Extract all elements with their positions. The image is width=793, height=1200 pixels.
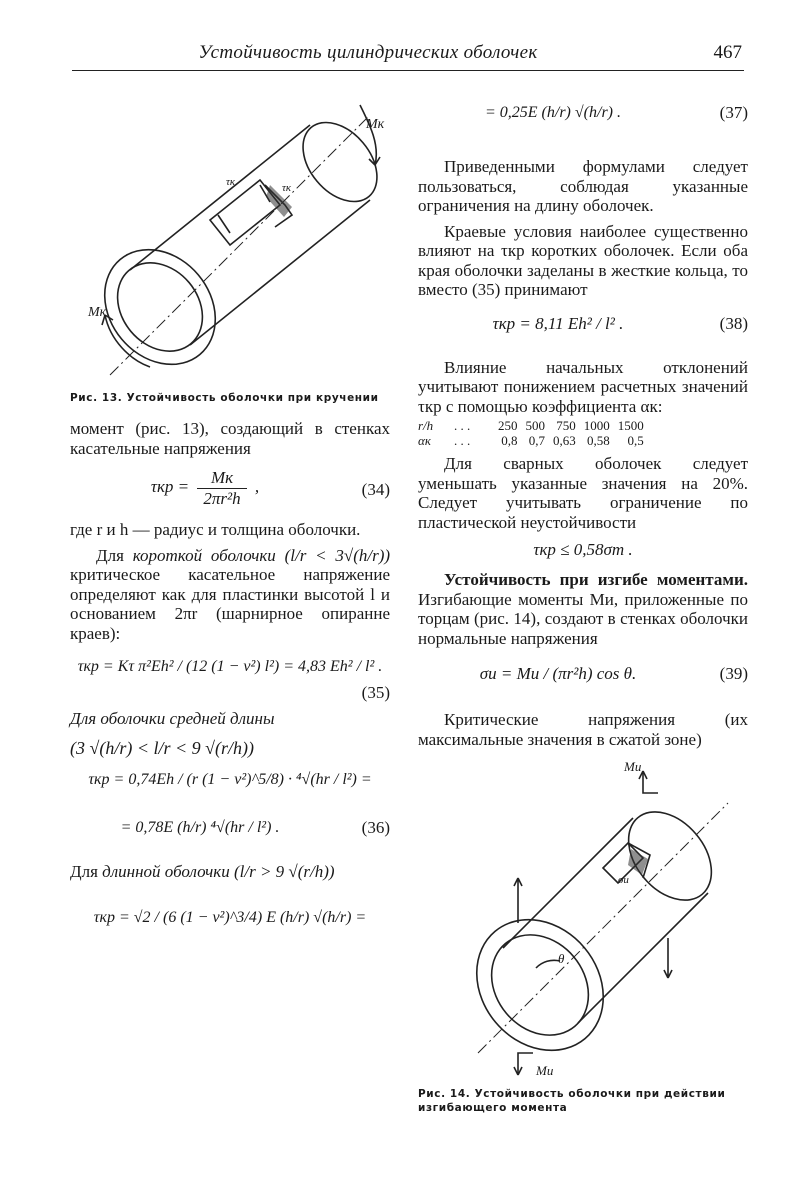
formula-34-den: 2πr²h — [203, 488, 241, 508]
formula-39-number: (39) — [719, 664, 748, 683]
table-cell: 0,5 — [627, 433, 644, 448]
formula-34-tail: , — [254, 476, 260, 496]
formula-35-number: (35) — [361, 683, 390, 702]
table-cell: 0,58 — [587, 433, 610, 448]
fig13-label-torque-top: Mк — [366, 117, 385, 132]
formula-34 — [70, 458, 390, 508]
formula-35-expr: τкр = Kτ π²Eh² / (12 (1 − ν²) l²) = 4,83 Eh² / l² . — [77, 658, 383, 675]
table-row1-label: r/h — [418, 418, 434, 433]
formula-38-number: (38) — [719, 313, 748, 333]
table-row2-label: αк — [418, 433, 431, 448]
table-cell: 0,7 — [528, 433, 545, 448]
right-paragraph-2: Краевые условия наиболее существенно влияют на τкр коротких оболочек. Если оба края оболочки заделаны в жесткие кольца, то вместо (35) принимают — [418, 221, 748, 299]
right-paragraph-5 — [418, 570, 748, 648]
fig14-label-sigma: σи — [618, 874, 629, 886]
fig13-label-tau-left: τк — [226, 176, 236, 188]
p3-lead: Для — [96, 545, 124, 565]
table-cell: 0,8 — [501, 433, 518, 448]
table-cell: 1000 — [583, 418, 610, 433]
formula-36b — [70, 806, 390, 854]
left-paragraph-1: момент (рис. 13), создающий в стенках касательные напряжения — [70, 419, 390, 458]
formula-35 — [70, 643, 390, 703]
left-paragraph-2: где r и h — радиус и толщина оболочки. — [70, 520, 361, 539]
table-cell: 750 — [556, 418, 576, 433]
formula-34-number: (34) — [361, 480, 390, 499]
p5-shell: оболочки — [164, 862, 230, 881]
formula-36a-expr: τкр = 0,74Eh / (r (1 − ν²)^5/8) · ⁴√(hr / l²) = — [88, 771, 372, 788]
alpha-coefficient-table — [418, 418, 652, 448]
formula-plastic — [418, 532, 748, 570]
left-column — [70, 85, 390, 952]
p5-lead: Для — [70, 862, 98, 881]
right-paragraph-1: Приведенными формулами следует пользоваться, соблюдая указанные ограничения на длину оболочек. — [418, 157, 748, 215]
table-row — [418, 418, 652, 433]
left-paragraph-5 — [70, 862, 390, 882]
p5-body: Изгибающие моменты Mи, приложенные по торцам (рис. 14), создают в стенках оболочки нормальные напряжения — [418, 589, 748, 648]
fig14-label-moment-bottom: Mи — [536, 1063, 554, 1078]
formula-38 — [418, 300, 748, 350]
figure-14-caption: Рис. 14. Устойчивость оболочки при действии изгибающего момента — [418, 1088, 726, 1114]
formula-34-lhs: τкр = — [150, 476, 190, 496]
formula-36b-expr: = 0,78E (h/r) ⁴√(hr / l²) . — [120, 819, 280, 836]
table-row2-dots: . . . — [454, 433, 471, 448]
p3-short: короткой — [132, 545, 203, 565]
formula-37a — [70, 896, 390, 952]
p3-rest: критическое касательное напряжение определяют как для пластинки высотой l и основанием 2πr (шарнирное опиранне краев): — [70, 565, 390, 643]
table-row — [418, 433, 652, 448]
p3-shell: оболочки — [210, 545, 276, 565]
right-paragraph-6: Критические напряжения (их максимальные значения в сжатой зоне) — [418, 710, 748, 749]
p4-text: Для оболочки средней длины — [70, 709, 275, 728]
right-paragraph-3: Влияние начальных отклонений учитывают понижением расчетных значений τкр с помощью коэффициента αк: — [418, 357, 748, 416]
formula-36-number: (36) — [361, 818, 390, 837]
p5-long: длинной — [102, 862, 161, 881]
right-column — [418, 85, 748, 1115]
p5-condition: (l/r > 9 √(r/h)) — [233, 862, 335, 881]
figure-13-caption: Рис. 13. Устойчивость оболочки при кручении — [70, 392, 379, 404]
right-paragraph-4: Для сварных оболочек следует уменьшать указанные значения на 20%. Следует учитывать ограничение по пластической неустойчивости — [418, 454, 748, 532]
formula-36a — [70, 758, 390, 806]
table-cell: 500 — [525, 418, 545, 433]
page-number: 467 — [713, 42, 742, 63]
formula-39 — [418, 648, 748, 700]
fig14-label-moment-top: Mи — [624, 759, 642, 774]
p4-condition: (3 √(h/r) < l/r < 9 √(r/h)) — [70, 737, 255, 758]
section-heading-bending: Устойчивость при изгибе моментами. — [444, 570, 748, 589]
figure-13-drawing — [70, 85, 390, 385]
figure-14-drawing — [418, 763, 748, 1083]
formula-37b-expr: = 0,25E (h/r) √(h/r) . — [484, 104, 621, 121]
formula-37b — [418, 85, 748, 143]
figure-13 — [70, 85, 390, 385]
running-head — [72, 40, 744, 71]
table-cell: 0,63 — [553, 433, 576, 448]
formula-34-num: Mк — [197, 468, 246, 489]
running-title: Устойчивость цилиндрических оболочек — [198, 42, 538, 63]
formula-38-expr: τкр = 8,11 Eh² / l² . — [492, 313, 624, 333]
fig13-label-tau-right: τк — [282, 182, 292, 194]
formula-37-number: (37) — [719, 103, 748, 122]
table-cell: 1500 — [617, 418, 644, 433]
formula-39-expr: σи = Mи / (πr²h) cos θ. — [479, 664, 637, 683]
p3-condition: (l/r < 3√(h/r)) — [284, 545, 391, 565]
formula-37a-expr: τкр = √2 / (6 (1 − ν²)^3/4) E (h/r) √(h/r) = — [93, 908, 367, 926]
figure-14 — [418, 759, 748, 1083]
table-cell: 250 — [498, 418, 518, 433]
left-paragraph-4 — [70, 709, 390, 729]
fig13-label-torque-bottom: Mк — [88, 305, 107, 320]
table-row1-dots: . . . — [454, 418, 471, 433]
left-paragraph-3 — [70, 546, 390, 644]
fig14-label-theta: θ — [558, 951, 565, 966]
formula-plastic-expr: τкр ≤ 0,58σт . — [533, 540, 633, 559]
